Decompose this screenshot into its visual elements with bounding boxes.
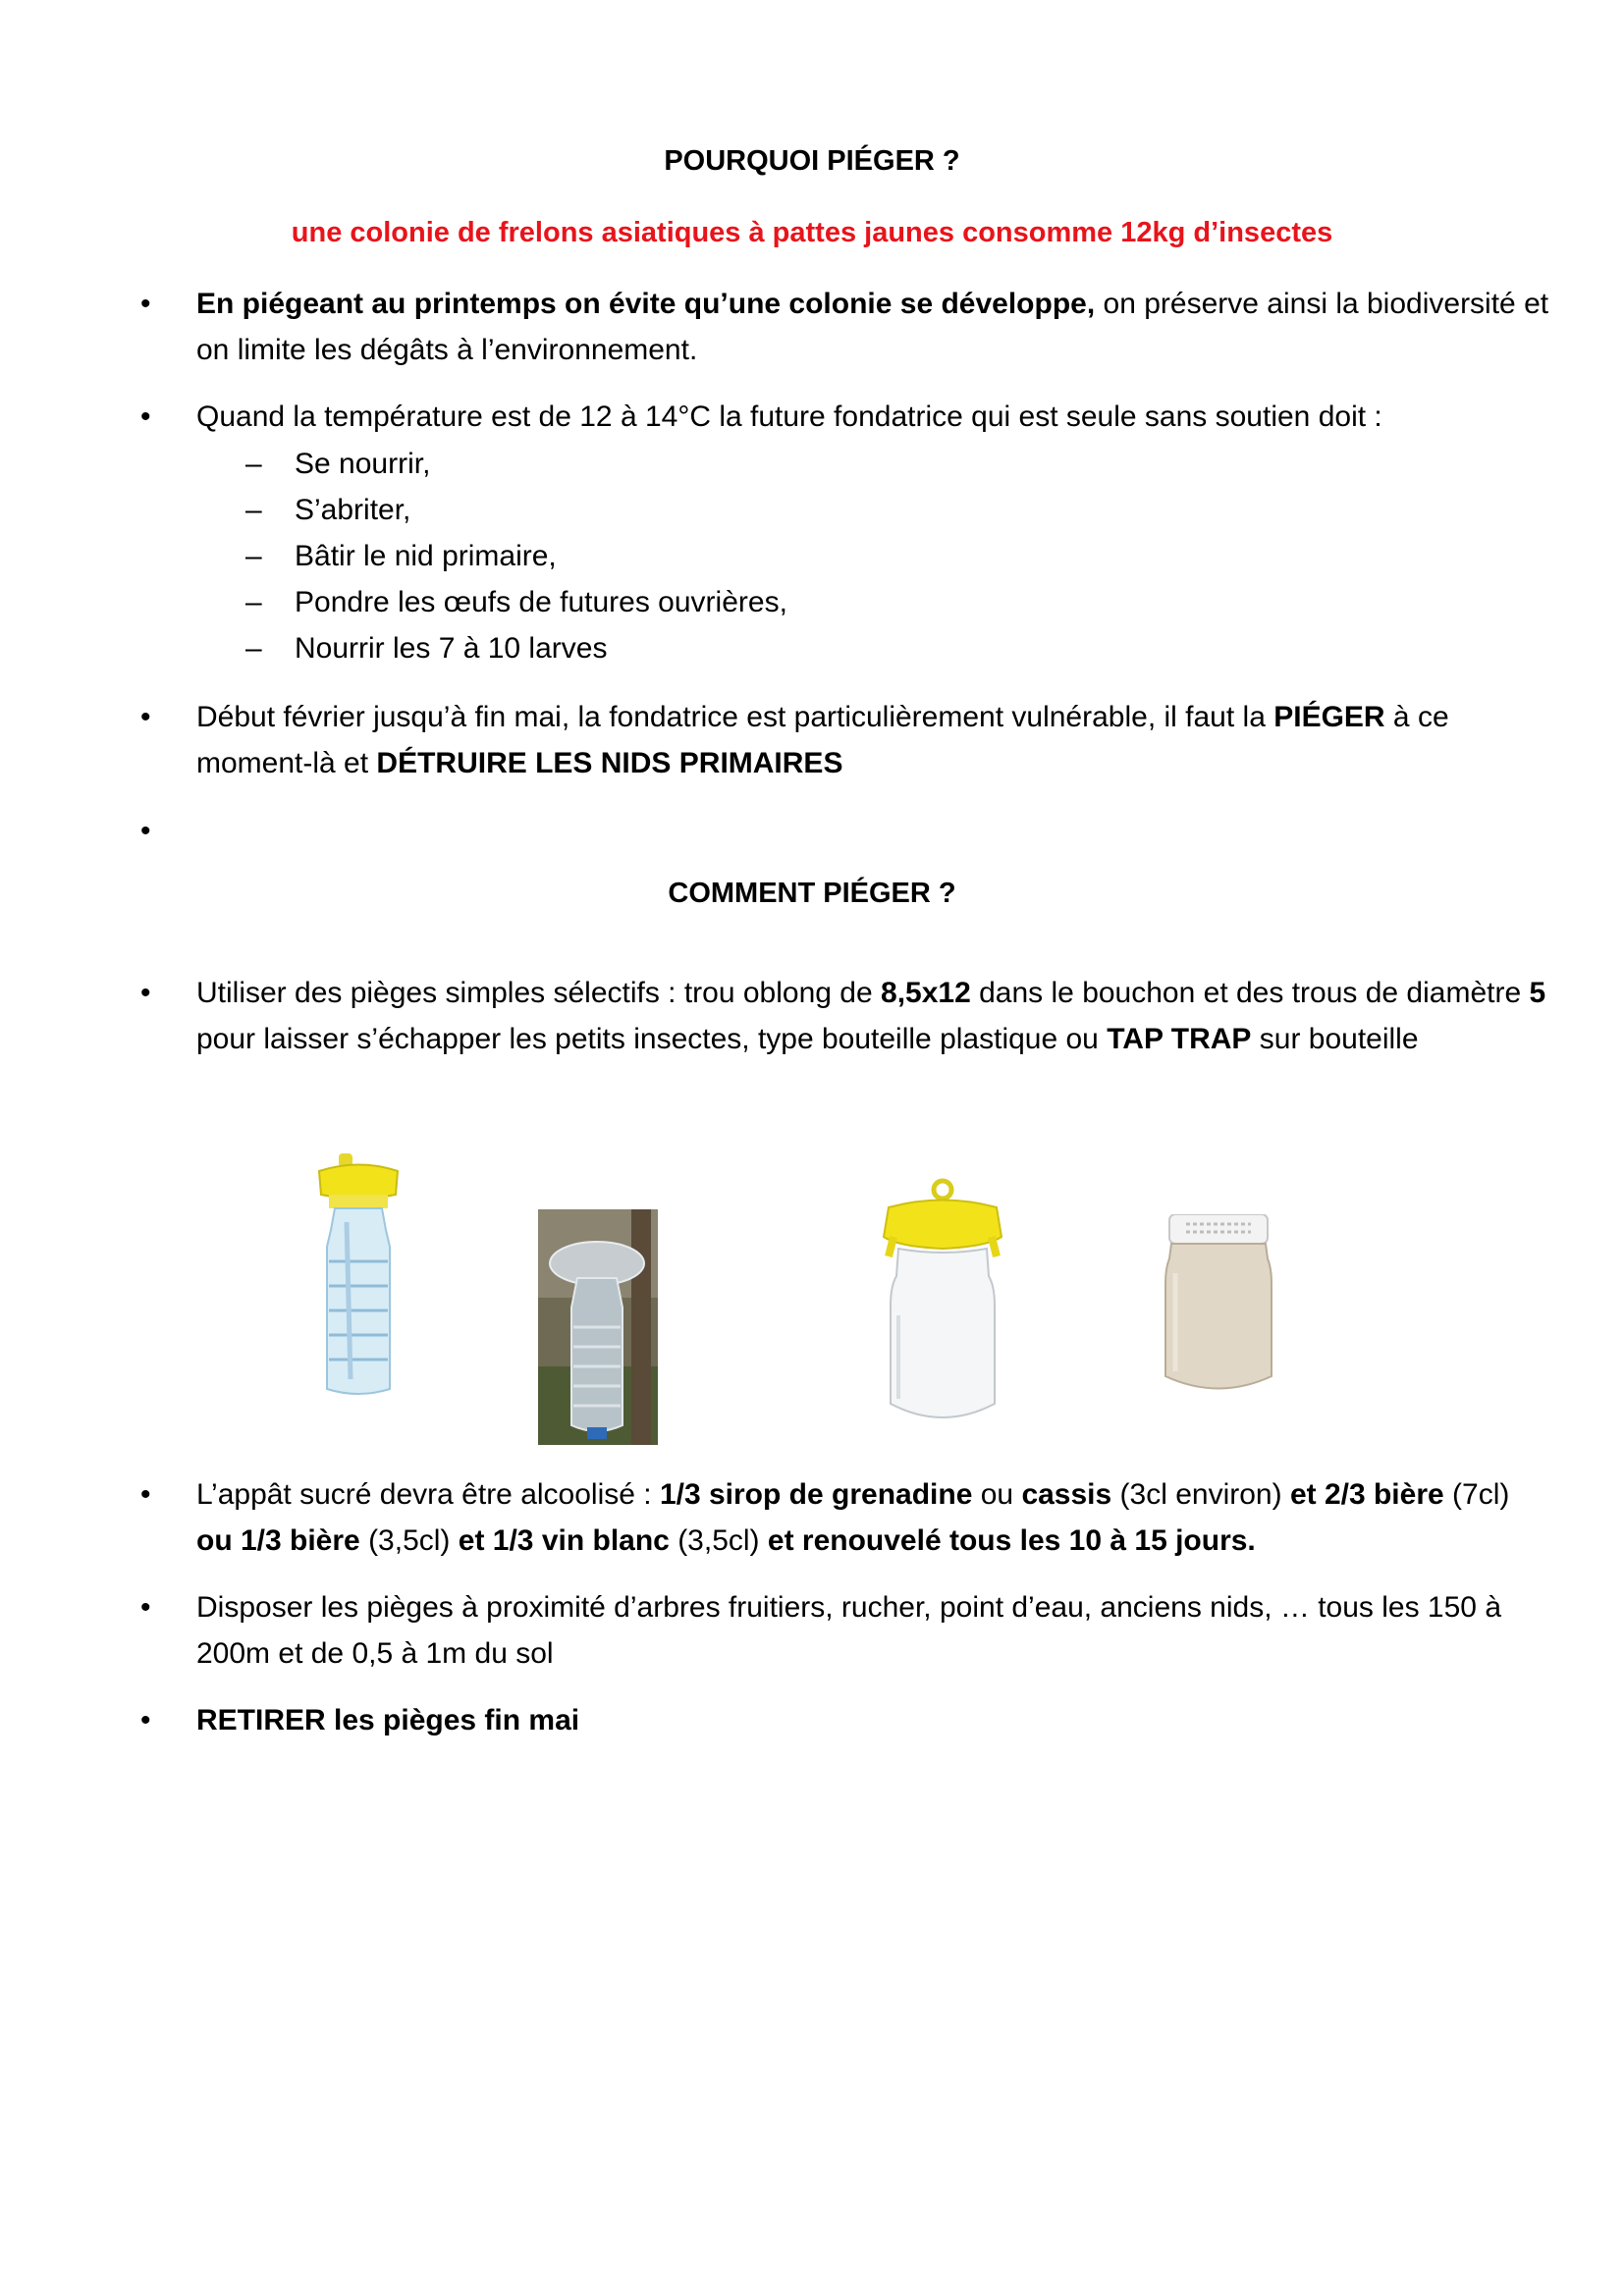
- bold-text: 5: [1529, 977, 1546, 1009]
- text: (3,5cl): [669, 1524, 768, 1557]
- sub-list-text: Nourrir les 7 à 10 larves: [295, 632, 608, 665]
- bullet-text: RETIRER les pièges fin mai: [196, 1704, 580, 1736]
- bullet-text: [196, 1471, 1551, 1564]
- bold-text: PIÉGER: [1273, 701, 1385, 733]
- bold-text: cassis: [1021, 1478, 1112, 1511]
- bold-text: 1/3 sirop de grenadine: [659, 1478, 973, 1511]
- dash-marker: –: [245, 632, 262, 665]
- bullet-text: Quand la température est de 12 à 14°C la future fondatrice qui est seule sans soutien doit :: [196, 400, 1382, 433]
- dash-marker: –: [245, 586, 262, 618]
- bullet-marker: •: [140, 1704, 151, 1736]
- dash-marker: –: [245, 448, 262, 480]
- sub-list-text: S’abriter,: [295, 494, 411, 526]
- bottle-trap-garden-photo: [538, 1209, 658, 1445]
- dash-marker: –: [245, 494, 262, 526]
- text: Utiliser des pièges simples sélectifs : trou oblong de: [196, 977, 882, 1009]
- section-subtitle: une colonie de frelons asiatiques à pattes jaunes consomme 12kg d’insectes: [291, 217, 1333, 248]
- text: Début février jusqu’à fin mai, la fondatrice est particulièrement vulnérable, il faut la: [196, 701, 1274, 733]
- sub-list-text: Se nourrir,: [295, 448, 431, 480]
- bullet-marker: •: [140, 288, 151, 320]
- text: (7cl): [1443, 1478, 1510, 1511]
- text: ou: [972, 1478, 1022, 1511]
- bullet-marker: •: [140, 815, 151, 847]
- bold-text: ou 1/3 bière: [196, 1524, 360, 1557]
- bullet-text: [196, 970, 1551, 1062]
- bullet-text: [196, 694, 1551, 786]
- text: pour laisser s’échapper les petits insectes, type bouteille plastique ou: [196, 1023, 1108, 1055]
- bullet-marker: •: [140, 400, 151, 433]
- sub-list-text: Bâtir le nid primaire,: [295, 540, 557, 572]
- bold-text: TAP TRAP: [1107, 1023, 1252, 1055]
- bold-text: 8,5x12: [881, 977, 971, 1009]
- text: sur bouteille: [1251, 1023, 1419, 1055]
- bold-text: et 1/3 vin blanc: [458, 1524, 670, 1557]
- bold-text: et 2/3 bière: [1289, 1478, 1444, 1511]
- sub-list-text: Pondre les œufs de futures ouvrières,: [295, 586, 787, 618]
- bullet-text: Disposer les pièges à proximité d’arbres fruitiers, rucher, point d’eau, anciens nids, … tous les 150 à 200m et de 0,5 à 1m du sol: [196, 1591, 1502, 1670]
- text: (3cl environ): [1111, 1478, 1290, 1511]
- bullet-text: [196, 281, 1551, 373]
- bold-text: et renouvelé tous les 10 à 15 jours.: [767, 1524, 1256, 1557]
- bullet-marker: •: [140, 977, 151, 1009]
- bullet-marker: •: [140, 1591, 151, 1624]
- jar-trap-yellow-lid-image: [879, 1178, 1006, 1433]
- text: L’appât sucré devra être alcoolisé :: [196, 1478, 660, 1511]
- text: dans le bouchon et des trous de diamètre: [970, 977, 1530, 1009]
- bold-text: En piégeant au printemps on évite qu’une colonie se développe,: [196, 288, 1096, 320]
- jar-trap-white-lid-image: [1162, 1214, 1275, 1396]
- text: à ce moment-là et: [196, 701, 1449, 779]
- bottle-trap-yellow-cap-image: [309, 1153, 407, 1409]
- bullet-marker: •: [140, 1478, 151, 1511]
- bold-text: DÉTRUIRE LES NIDS PRIMAIRES: [376, 747, 843, 779]
- section-title-comment: COMMENT PIÉGER ?: [668, 878, 956, 909]
- text: (3,5cl): [359, 1524, 459, 1557]
- dash-marker: –: [245, 540, 262, 572]
- text: on préserve ainsi la biodiversité et on limite les dégâts à l’environnement.: [196, 288, 1549, 366]
- bullet-marker: •: [140, 701, 151, 733]
- section-title-pourquoi: POURQUOI PIÉGER ?: [664, 145, 960, 177]
